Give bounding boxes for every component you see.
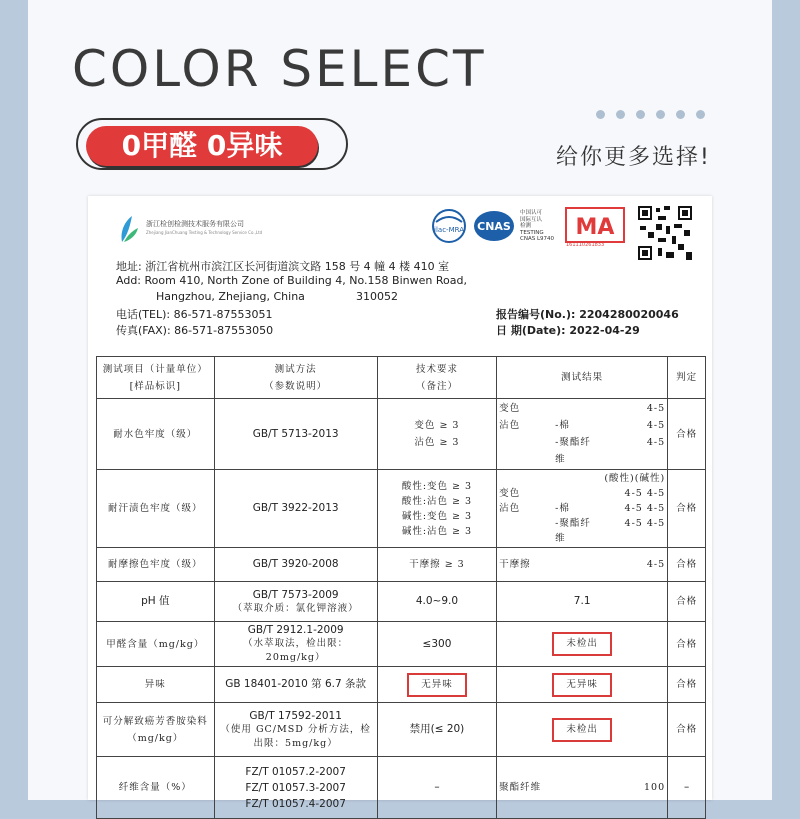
result-cell: 4-5 <box>646 403 666 414</box>
dot <box>696 110 705 119</box>
table-row <box>97 470 706 548</box>
dot <box>616 110 625 119</box>
result-cell: 4-5 <box>646 437 666 448</box>
method-line: GB/T 2912.1-2009 <box>247 624 344 636</box>
row-verdict: 合格 <box>668 703 706 757</box>
svg-text:ilac-MRA: ilac-MRA <box>434 226 464 234</box>
result-grid <box>499 400 665 468</box>
table-row <box>97 548 706 582</box>
result-cell: 4-5 4-5 <box>624 518 666 529</box>
method-line: FZ/T 01057.2-2007 <box>245 765 346 778</box>
row-requirement: ≤300 <box>377 622 496 667</box>
result-cell: -棉 <box>555 503 570 514</box>
table-row-azo-dyes <box>97 703 706 757</box>
badge-outline <box>76 118 348 170</box>
row-item: 纤维含量（%） <box>97 757 215 819</box>
result-cell: 沾色 <box>499 420 521 431</box>
result-cell: 变色 <box>499 488 521 499</box>
result-cell <box>555 779 595 796</box>
row-method <box>214 622 377 667</box>
row-method <box>214 703 377 757</box>
company-logo <box>118 214 318 244</box>
method-line: GB/T 7573-2009 <box>252 588 339 601</box>
row-result <box>497 470 668 548</box>
result-cell: 变色 <box>499 403 521 414</box>
address-en-1: Add: Room 410, North Zone of Building 4, No.158 Binwen Road, <box>116 274 467 287</box>
ilac-mra-icon <box>428 208 470 244</box>
row-method: GB/T 3920-2008 <box>214 548 377 582</box>
row-verdict: 合格 <box>668 399 706 470</box>
dots-decoration <box>596 110 705 119</box>
dot <box>676 110 685 119</box>
address-en-2: Hangzhou, Zhejiang, China <box>156 290 305 303</box>
result-cell <box>499 471 555 486</box>
result-cell: 100 <box>644 782 666 793</box>
row-requirement: 禁用(≤ 20) <box>377 703 496 757</box>
dot <box>656 110 665 119</box>
method-line: GB/T 17592-2011 <box>249 709 342 722</box>
method-line: （使用 GC/MSD 分析方法，检出限：5mg/kg） <box>220 723 371 749</box>
header-requirement <box>377 357 496 399</box>
req-line: 碱性:变色 ≥ 3 <box>401 510 473 522</box>
table-row-formaldehyde <box>97 622 706 667</box>
row-item: 耐汗渍色牢度（级） <box>97 470 215 548</box>
method-line: （萃取介质：氯化钾溶液） <box>232 602 359 614</box>
badge-text: 0甲醛 0异味 <box>121 129 283 162</box>
row-requirement: 4.0~9.0 <box>377 582 496 622</box>
row-verdict: – <box>668 757 706 819</box>
svg-text:CNAS: CNAS <box>477 220 511 233</box>
report-date: 日 期(Date): 2022-04-29 <box>496 324 640 337</box>
table-row <box>97 582 706 622</box>
result-highlight: 未检出 <box>552 718 612 742</box>
row-verdict: 合格 <box>668 622 706 667</box>
result-cell <box>499 434 555 468</box>
req-line: 沾色 ≥ 3 <box>414 437 460 448</box>
ma-number: 161110261833 <box>566 242 605 248</box>
header-method-sub: （参数说明） <box>264 380 328 392</box>
result-cell: 4-5 4-5 <box>624 503 666 514</box>
row-result <box>497 399 668 470</box>
row-item: pH 值 <box>97 582 215 622</box>
result-cell <box>555 486 595 501</box>
row-verdict: 合格 <box>668 470 706 548</box>
result-cell: (酸性)(碱性) <box>604 473 666 484</box>
row-requirement <box>377 667 496 703</box>
test-results-table <box>96 356 706 819</box>
tel: 电话(TEL): 86-571-87553051 <box>116 308 273 321</box>
result-cell <box>555 400 595 417</box>
header-item <box>97 357 215 399</box>
req-line: 酸性:变色 ≥ 3 <box>401 480 473 492</box>
req-line: 酸性:沾色 ≥ 3 <box>401 495 473 507</box>
row-result <box>497 548 668 582</box>
address-cn: 地址: 浙江省杭州市滨江区长河街道滨文路 158 号 4 幢 4 楼 410 室 <box>116 260 450 273</box>
result-grid <box>499 471 665 546</box>
result-cell <box>555 556 595 573</box>
row-requirement <box>377 470 496 548</box>
method-line: （水萃取法，检出限：20mg/kg） <box>243 638 349 663</box>
dot <box>636 110 645 119</box>
row-verdict: 合格 <box>668 667 706 703</box>
cnas-icon <box>472 208 516 244</box>
result-cell: -聚酯纤维 <box>555 518 591 544</box>
requirement-highlight: 无异味 <box>407 673 467 697</box>
row-method: GB/T 3922-2013 <box>214 470 377 548</box>
req-line: 碱性:沾色 ≥ 3 <box>401 525 473 537</box>
result-cell: 4-5 <box>646 420 666 431</box>
company-name: 浙江检创检测技术服务有限公司 <box>146 220 244 228</box>
row-result: 7.1 <box>497 582 668 622</box>
header-method-label: 测试方法 <box>274 363 317 375</box>
result-cell <box>499 516 555 546</box>
table-row <box>97 399 706 470</box>
leaf-logo-icon <box>118 214 140 244</box>
row-verdict: 合格 <box>668 582 706 622</box>
address-zip: 310052 <box>356 290 398 303</box>
header-result: 测试结果 <box>497 357 668 399</box>
row-requirement: – <box>377 757 496 819</box>
row-method: GB 18401-2010 第 6.7 条款 <box>214 667 377 703</box>
badge <box>86 126 318 166</box>
table-row <box>97 757 706 819</box>
row-method: GB/T 5713-2013 <box>214 399 377 470</box>
fax: 传真(FAX): 86-571-87553050 <box>116 324 274 337</box>
row-requirement <box>377 399 496 470</box>
row-method <box>214 582 377 622</box>
result-cell: -聚酯纤维 <box>555 437 591 465</box>
qr-code-icon <box>636 204 694 262</box>
result-grid <box>499 556 665 573</box>
test-report <box>88 196 712 810</box>
row-result <box>497 667 668 703</box>
result-cell: 4-5 4-5 <box>624 488 666 499</box>
header-method <box>214 357 377 399</box>
header-item-sub: [样品标识] <box>129 380 181 392</box>
subtitle: 给你更多选择! <box>556 145 711 170</box>
table-row-odor <box>97 667 706 703</box>
row-result <box>497 622 668 667</box>
result-cell <box>555 471 595 486</box>
header-req-sub: （备注） <box>415 380 458 392</box>
row-verdict: 合格 <box>668 548 706 582</box>
result-cell: 干摩擦 <box>499 559 531 570</box>
row-item: 耐摩擦色牢度（级） <box>97 548 215 582</box>
result-highlight: 未检出 <box>552 632 612 656</box>
svg-text:MA: MA <box>575 215 615 240</box>
result-cell: 沾色 <box>499 503 521 514</box>
row-item: 耐水色牢度（级） <box>97 399 215 470</box>
header-verdict: 判定 <box>668 357 706 399</box>
row-requirement: 干摩擦 ≥ 3 <box>377 548 496 582</box>
page-title: COLOR SELECT <box>72 40 487 98</box>
result-cell: 4-5 <box>646 559 666 570</box>
dot <box>596 110 605 119</box>
row-item: 甲醛含量（mg/kg） <box>97 622 215 667</box>
row-item: 可分解致癌芳香胺染料（mg/kg） <box>97 703 215 757</box>
row-result <box>497 703 668 757</box>
method-line: FZ/T 01057.3-2007 <box>245 781 346 794</box>
header-item-label: 测试项目（计量单位） <box>102 363 208 375</box>
header-req-label: 技术要求 <box>415 363 458 375</box>
report-number: 报告编号(No.): 2204280020046 <box>496 308 679 321</box>
req-line: 变色 ≥ 3 <box>414 420 460 431</box>
result-highlight: 无异味 <box>552 673 612 697</box>
result-cell: -棉 <box>555 420 570 431</box>
row-item: 异味 <box>97 667 215 703</box>
result-grid <box>499 779 665 796</box>
method-line: FZ/T 01057.4-2007 <box>245 797 346 810</box>
row-method <box>214 757 377 819</box>
table-header-row <box>97 357 706 399</box>
result-cell: 聚酯纤维 <box>499 782 542 793</box>
row-result <box>497 757 668 819</box>
company-name-en: Zhejiang JianChuang Testing & Technology Service Co.,Ltd <box>146 230 263 235</box>
cnas-cert-text: 中国认可 国际互认 检测 TESTING CNAS L9740 <box>520 210 555 242</box>
